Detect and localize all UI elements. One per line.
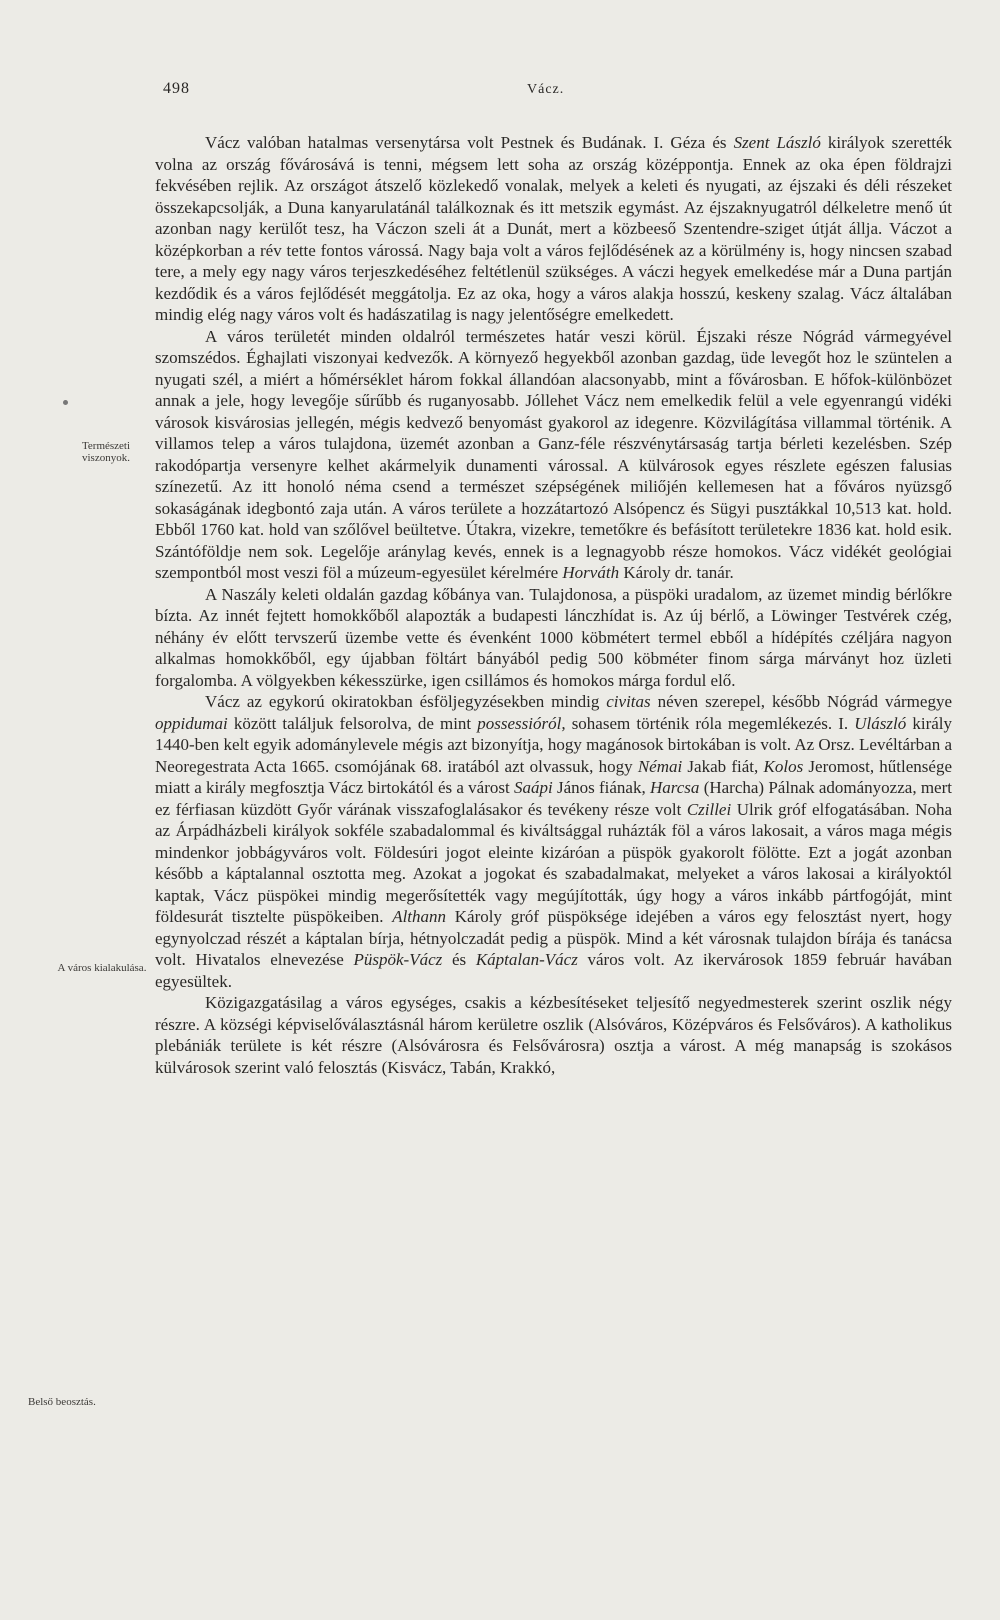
margin-note-termeszeti: Természeti viszonyok. — [81, 440, 131, 464]
paragraph-5: Közigazgatásilag a város egységes, csakis a kézbesítéseket teljesítő negyedmesterek szerint oszlik négy részre. A községi képviselőválasztásnál három kerületre oszlik (Alsóváros, Középváros és Felsőváros). A katholikus plebániák területe is két részre (Alsóvárosra és Felsővárosra) osztja a várost. A még manapság is szokásos külvárosok szerint való felosztás (Kisvácz, Tabán, Krakkó, — [155, 993, 952, 1077]
body-text — [155, 132, 952, 1078]
running-title: Vácz. — [527, 82, 565, 97]
paragraph-2: A város területét minden oldalról természetes határ veszi körül. Éjszaki része Nógrád vármegyével szomszédos. Éghajlati viszonyai kedvezők. A környező hegyekből azonban gazdag, üde levegőt hoz le szüntelen a nyugati szél, a miért a hőmérséklet három fokkal állandóan alacsonyabb, mint a fővárosban. E hőfok-különbözet annak a jele, hogy levegője sűrűbb és ruganyosabb. Jóllehet Vácz nem emelkedik felül a vele egyenrangú vidéki városok kisvárosias jellegén, mégis kedvező benyomást gyakorol az idegenre. Közvilágítása villammal történik. A villamos telep a város tulajdona, üzemét azonban a Ganz-féle részvénytársaság tartja bérleti kezelésben. Szép rakodópartja versenyre kelhet akármelyik dunamenti várossal. A külvárosok egyes részlete egészen falusias színezetű. Az itt honoló néma csend a természet szépségének miliőjén kellemesen hat a főváros nyüzsgő sokaságának idegbontó zaja után. A város területe a hozzátartozó Alsópencz és Sügyi pusztákkal 10,513 kat. hold. Ebből 1760 kat. hold van szőlővel beültetve. Útakra, vizekre, temetőkre és befásított területekre 1836 kat. hold esik. Szántóföldje nem sok. Legelője aránylag kevés, ennek is a legnagyobb része homokos. Vácz vidékét geológiai szempontból most veszi föl a múzeum-egyesület kérelmére Horváth Károly dr. tanár. — [155, 326, 952, 582]
paragraph-1: Vácz valóban hatalmas versenytársa volt Pestnek és Budának. I. Géza és Szent László királyok szerették volna az ország fővárosává is tenni, mégsem lett soha az ország középpontja. Ennek az oka épen földrajzi fekvésében rejlik. Az országot átszelő közlekedő vonalak, melyek a keleti és nyugati, az éjszaki és déli részeket összekapcsolják, a Duna kanyarulatánál találkoznak és itt metszik egymást. Az éjszaknyugatról délkeletre menő út azonban nagy kerülőt tesz, ha Váczon szeli át a Dunát, mert a közbeeső Szentendre-sziget útját állja. Váczot a középkorban a rév tette fontos várossá. Nagy baja volt a város fejlődésének az a körülmény is, hogy nincsen szabad tere, a mely egy nagy város terjeszkedéséhez feltétlenül szükséges. A váczi hegyek emelkedése már a Duna partján kezdődik és a város fejlődését meggátolja. Ez az oka, hogy a város alakja hosszú, keskeny szalag. Vácz általában mindig elég nagy város volt és hadászatilag is nagy jelentőségre emelkedett. — [155, 133, 953, 324]
ink-speck — [63, 400, 68, 405]
paragraph-3: A Naszály keleti oldalán gazdag kőbánya van. Tulajdonosa, a püspöki uradalom, az üzemet mindig bérlőkre bízta. Az innét fejtett homokkőből alapozták a budapesti lánczhídat is. Az új bérlő, a Löwinger Testvérek czég, néhány év előtt tervszerű üzembe vette és évenként 1000 köbmétert termel ebből a hídépítés czéljára nagyon alkalmas homokkőből, egy újabban föltárt bányából pedig 500 köbméter finom sárga márványt hoz üzleti forgalomba. A völgyekben kékesszürke, igen csillámos és homokos márga fordul elő. — [155, 584, 952, 690]
margin-note-kialakulas: A város kialakulása. — [57, 962, 147, 974]
margin-note-belso-beosztas: Belső beosztás. — [28, 1396, 96, 1408]
page-number: 498 — [163, 80, 190, 97]
paragraph-4: Vácz az egykorú okiratokban ésföljegyzésekben mindig civitas néven szerepel, később Nógrád vármegye oppidumai között találjuk felsorolva, de mint possessióról, sohasem történik róla megemlékezés. I. Ulászló király 1440-ben kelt egyik adománylevele mégis azt bizonyítja, hogy magánosok birtokában is volt. Az Orsz. Levéltárban a Neoregestrata Acta 1665. csomójának 68. iratából azt olvassuk, hogy Némai Jakab fiát, Kolos Jeromost, hűtlensége miatt a király megfosztja Vácz birtokától és a várost Saápi János fiának, Harcsa (Harcha) Pálnak adományozza, mert ez férfiasan küzdött Győr várának visszafoglalásakor és tevékeny része volt Czillei Ulrik gróf elfogatásában. Noha az Árpádházbeli királyok sokféle szabadalommal és kiváltsággal ruházták föl a város lakosait, a város maga mégis mindenkor jobbágyváros volt. Földesúri jogot eleinte kizáróan a püspök gyakorolt fölötte. Ezt a jogát azonban később a káptalannal osztotta meg. Azokat a jogokat és szabadalmakat, melyeket a város lakosai a királyoktól kaptak, Vácz püspökei mindig megerősítették vagy megújították, úgy hogy a város inkább pártfogóját, mint földesurát tisztelte püspökeiben. Althann Károly gróf püspöksége idejében a város egy felosztást nyert, hogy egynyolczad részét a káptalan bírja, hétnyolczadát pedig a püspök. Mind a két városnak tulajdon bírája és tanácsa volt. Hivatalos elnevezése Püspök-Vácz és Káptalan-Vácz város volt. Az ikervárosok 1859 február havában egyesültek. — [155, 692, 953, 991]
